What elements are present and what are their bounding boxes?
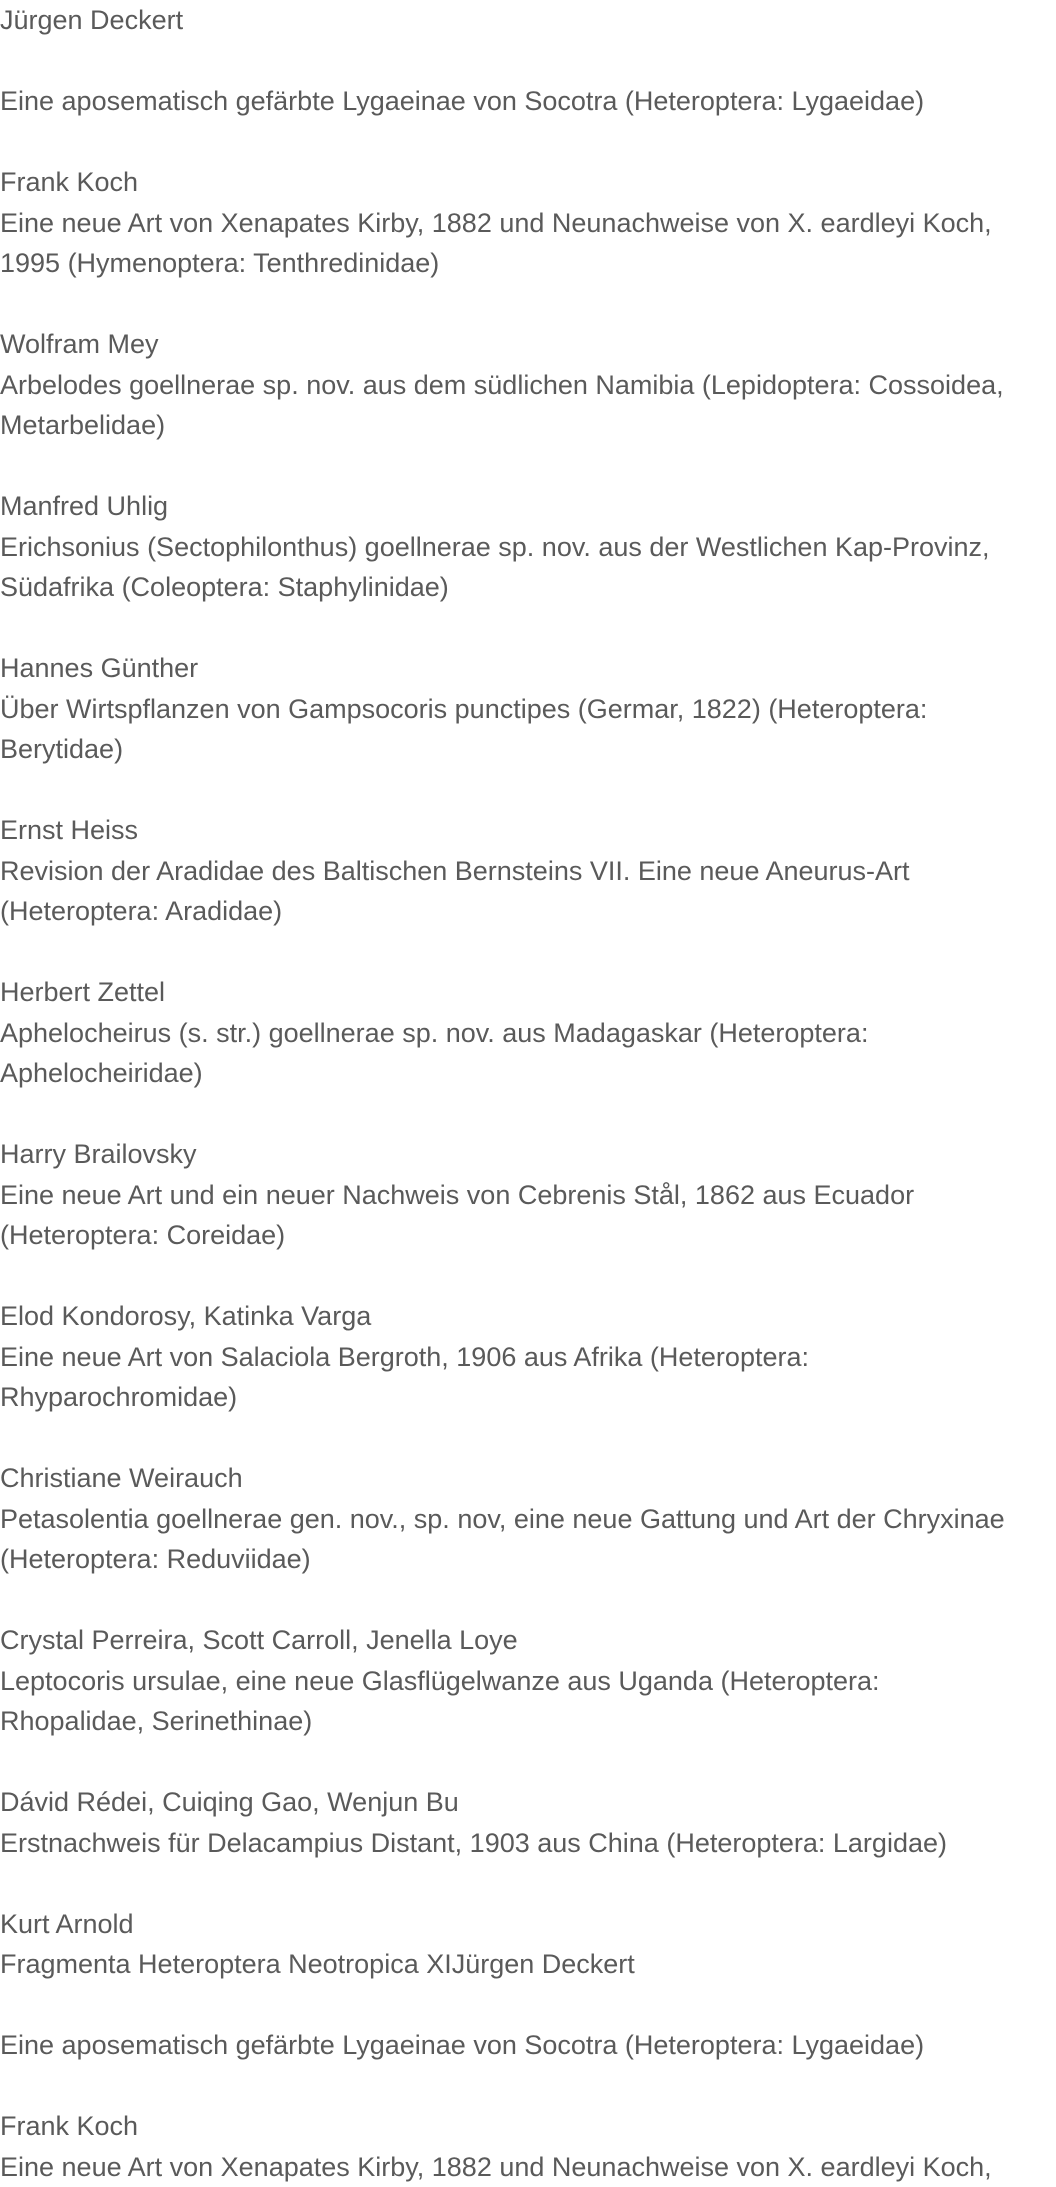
- blank-line: [0, 1256, 1056, 1297]
- text-line: Erichsonius (Sectophilonthus) goellnerae sp. nov. aus der Westlichen Kap-Provinz,: [0, 527, 1056, 568]
- text-line: Aphelocheirus (s. str.) goellnerae sp. nov. aus Madagaskar (Heteroptera:: [0, 1013, 1056, 1054]
- text-line: Eine neue Art von Xenapates Kirby, 1882 und Neunachweise von X. eardleyi Koch,: [0, 203, 1056, 244]
- blank-line: [0, 932, 1056, 973]
- text-line: Hannes Günther: [0, 648, 1056, 689]
- blank-line: [0, 122, 1056, 163]
- text-line: Kurt Arnold: [0, 1904, 1056, 1945]
- text-line: (Heteroptera: Coreidae): [0, 1215, 1056, 1256]
- text-line: Eine aposematisch gefärbte Lygaeinae von Socotra (Heteroptera: Lygaeidae): [0, 81, 1056, 122]
- text-line: Erstnachweis für Delacampius Distant, 1903 aus China (Heteroptera: Largidae): [0, 1823, 1056, 1864]
- blank-line: [0, 1094, 1056, 1135]
- blank-line: [0, 770, 1056, 811]
- text-line: Elod Kondorosy, Katinka Varga: [0, 1296, 1056, 1337]
- text-line: Dávid Rédei, Cuiqing Gao, Wenjun Bu: [0, 1782, 1056, 1823]
- text-line: Berytidae): [0, 729, 1056, 770]
- text-line: Leptocoris ursulae, eine neue Glasflügelwanze aus Uganda (Heteroptera:: [0, 1661, 1056, 1702]
- text-line: (Heteroptera: Aradidae): [0, 891, 1056, 932]
- blank-line: [0, 1418, 1056, 1459]
- text-line: Revision der Aradidae des Baltischen Bernsteins VII. Eine neue Aneurus-Art: [0, 851, 1056, 892]
- text-line: Harry Brailovsky: [0, 1134, 1056, 1175]
- blank-line: [0, 41, 1056, 82]
- text-line: Eine aposematisch gefärbte Lygaeinae von Socotra (Heteroptera: Lygaeidae): [0, 2025, 1056, 2066]
- text-line: Eine neue Art von Xenapates Kirby, 1882 und Neunachweise von X. eardleyi Koch,: [0, 2147, 1056, 2187]
- blank-line: [0, 608, 1056, 649]
- blank-line: [0, 1863, 1056, 1904]
- text-line: Herbert Zettel: [0, 972, 1056, 1013]
- text-line: Christiane Weirauch: [0, 1458, 1056, 1499]
- text-line: Rhopalidae, Serinethinae): [0, 1701, 1056, 1742]
- text-line: Fragmenta Heteroptera Neotropica XIJürgen Deckert: [0, 1944, 1056, 1985]
- text-line: (Heteroptera: Reduviidae): [0, 1539, 1056, 1580]
- text-line: 1995 (Hymenoptera: Tenthredinidae): [0, 243, 1056, 284]
- text-line: Wolfram Mey: [0, 324, 1056, 365]
- text-line: Manfred Uhlig: [0, 486, 1056, 527]
- text-line: Arbelodes goellnerae sp. nov. aus dem südlichen Namibia (Lepidoptera: Cossoidea,: [0, 365, 1056, 406]
- text-line: Über Wirtspflanzen von Gampsocoris punctipes (Germar, 1822) (Heteroptera:: [0, 689, 1056, 730]
- text-line: Rhyparochromidae): [0, 1377, 1056, 1418]
- blank-line: [0, 2066, 1056, 2107]
- text-line: Südafrika (Coleoptera: Staphylinidae): [0, 567, 1056, 608]
- text-line: Crystal Perreira, Scott Carroll, Jenella Loye: [0, 1620, 1056, 1661]
- blank-line: [0, 1580, 1056, 1621]
- text-line: Aphelocheiridae): [0, 1053, 1056, 1094]
- blank-line: [0, 446, 1056, 487]
- text-line: Eine neue Art und ein neuer Nachweis von Cebrenis Stål, 1862 aus Ecuador: [0, 1175, 1056, 1216]
- blank-line: [0, 1985, 1056, 2026]
- blank-line: [0, 284, 1056, 325]
- text-line: Frank Koch: [0, 2106, 1056, 2147]
- text-line: Jürgen Deckert: [0, 0, 1056, 41]
- text-line: Petasolentia goellnerae gen. nov., sp. nov, eine neue Gattung und Art der Chryxinae: [0, 1499, 1056, 1540]
- text-line: Metarbelidae): [0, 405, 1056, 446]
- text-line: Frank Koch: [0, 162, 1056, 203]
- text-line: Eine neue Art von Salaciola Bergroth, 1906 aus Afrika (Heteroptera:: [0, 1337, 1056, 1378]
- blank-line: [0, 1742, 1056, 1783]
- text-line: Ernst Heiss: [0, 810, 1056, 851]
